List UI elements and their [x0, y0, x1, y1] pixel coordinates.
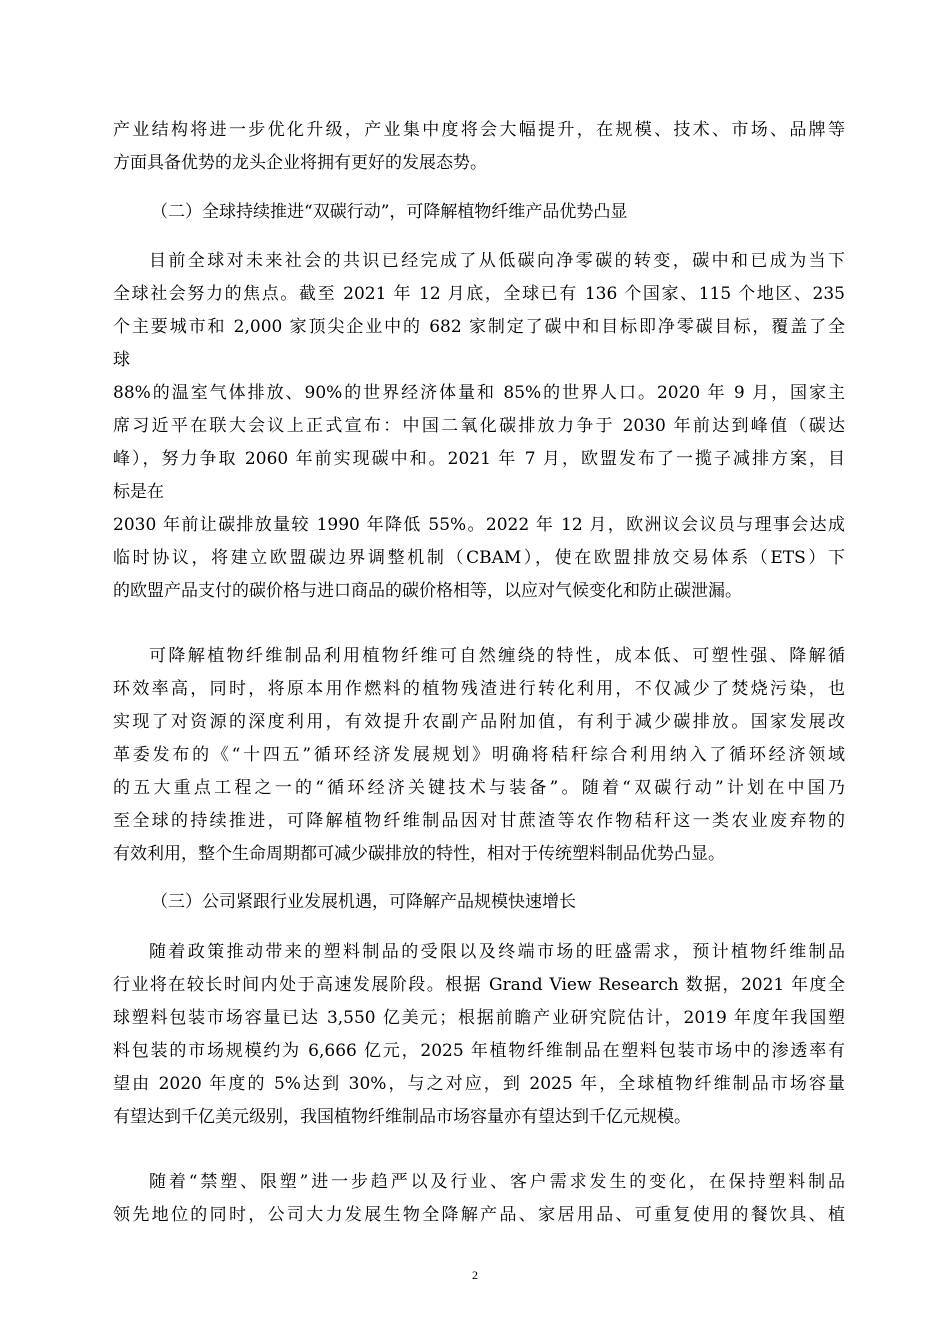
text-line: 随着政策推动带来的塑料制品的受限以及终端市场的旺盛需求，预计植物纤维制品: [149, 942, 845, 962]
text-line: 临时协议，将建立欧盟碳边界调整机制（CBAM），使在欧盟排放交易体系（ETS）下: [113, 548, 845, 568]
paragraph-industry-structure: [113, 114, 845, 180]
text-line: 望由 2020 年度的 5%达到 30%，与之对应，到 2025 年，全球植物纤维制品市场容量: [113, 1074, 845, 1094]
text-line: 峰），努力争取 2060 年前实现碳中和。2021 年 7 月，欧盟发布了一揽子减排方案，目: [113, 449, 845, 469]
text-line: 个主要城市和 2,000 家顶尖企业中的 682 家制定了碳中和目标即净零碳目标，覆盖了全: [113, 317, 845, 337]
text-line: 球塑料包装市场容量已达 3,550 亿美元；根据前瞻产业研究院估计，2019 年度年我国塑: [113, 1008, 845, 1028]
text-line: 随着“禁塑、限塑”进一步趋严以及行业、客户需求发生的变化，在保持塑料制品: [149, 1172, 845, 1192]
section-heading-company-growth: （三）公司紧跟行业发展机遇，可降解产品规模快速增长: [151, 892, 576, 912]
text-line: 可降解植物纤维制品利用植物纤维可自然缠绕的特性，成本低、可塑性强、降解循: [149, 646, 845, 666]
section-heading-dual-carbon: （二）全球持续推进“双碳行动”，可降解植物纤维产品优势凸显: [151, 202, 628, 222]
text-line: 的欧盟产品支付的碳价格与进口商品的碳价格相等，以应对气候变化和防止碳泄漏。: [113, 581, 742, 601]
text-line: 有望达到千亿美元级别，我国植物纤维制品市场容量亦有望达到千亿元规模。: [113, 1107, 691, 1127]
text-line: 行业将在较长时间内处于高速发展阶段。根据 Grand View Research 数据，2021 年度全: [113, 975, 845, 995]
text-line: 全球社会努力的焦点。截至 2021 年 12 月底，全球已有 136 个国家、115 个地区、235: [113, 284, 845, 304]
text-line: 产业结构将进一步优化升级，产业集中度将会大幅提升，在规模、技术、市场、品牌等: [113, 120, 845, 140]
text-line: 2030 年前让碳排放量较 1990 年降低 55%。2022 年 12 月，欧洲议会议员与理事会达成: [113, 515, 845, 535]
text-line: 实现了对资源的深度利用，有效提升农副产品附加值，有利于减少碳排放。国家发展改: [113, 712, 845, 732]
text-line: 环效率高，同时，将原本用作燃料的植物残渣进行转化利用，不仅减少了焚烧污染，也: [113, 679, 845, 699]
text-line: 球: [113, 350, 130, 370]
text-line: 领先地位的同时，公司大力发展生物全降解产品、家居用品、可重复使用的餐饮具、植: [113, 1205, 845, 1225]
text-line: 目前全球对未来社会的共识已经完成了从低碳向净零碳的转变，碳中和已成为当下: [149, 251, 845, 271]
text-line: 方面具备优势的龙头企业将拥有更好的发展态势。: [113, 153, 487, 173]
text-line: 88%的温室气体排放、90%的世界经济体量和 85%的世界人口。2020 年 9 月，国家主: [113, 383, 845, 403]
text-line: 革委发布的《“十四五”循环经济发展规划》明确将秸秆综合利用纳入了循环经济领域: [113, 745, 845, 765]
paragraph-carbon-neutrality: [113, 245, 845, 608]
page-number: 2: [472, 1268, 478, 1282]
paragraph-market-size: [113, 936, 845, 1134]
paragraph-plastic-ban: [113, 1166, 845, 1232]
text-line: 至全球的持续推进，可降解植物纤维制品因对甘蔗渣等农作物秸秆这一类农业废弃物的: [113, 811, 845, 831]
text-line: 的五大重点工程之一的“循环经济关键技术与装备”。随着“双碳行动”计划在中国乃: [113, 778, 845, 798]
text-line: 标是在: [113, 482, 164, 502]
text-line: 料包装的市场规模约为 6,666 亿元，2025 年植物纤维制品在塑料包装市场中的渗透率有: [113, 1041, 845, 1061]
text-line: 有效利用，整个生命周期都可减少碳排放的特性，相对于传统塑料制品优势凸显。: [113, 844, 725, 864]
text-line: 席习近平在联大会议上正式宣布：中国二氧化碳排放力争于 2030 年前达到峰值（碳达: [113, 416, 845, 436]
paragraph-plant-fiber-advantages: [113, 640, 845, 871]
